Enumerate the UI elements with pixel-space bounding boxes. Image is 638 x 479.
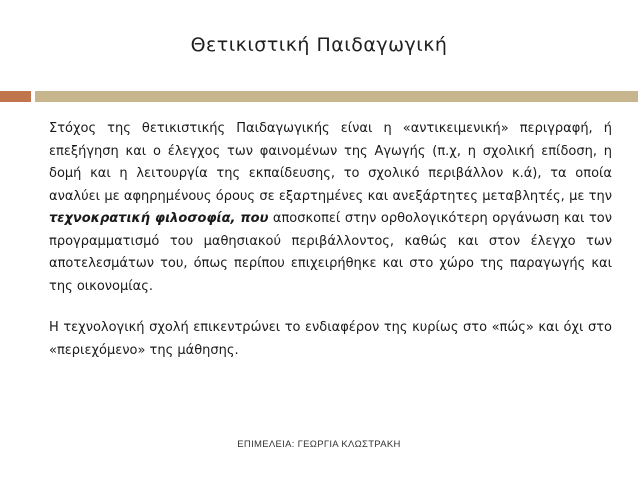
emphasis-technocratic-philosophy: τεχνοκρατική φιλοσοφία, που xyxy=(49,211,269,226)
slide-body xyxy=(49,118,612,362)
footer-credit: ΕΠΙΜΕΛΕΙΑ: ΓΕΩΡΓΙΑ ΚΛΩΣΤΡΑΚΗ xyxy=(237,439,401,450)
accent-bar-right xyxy=(35,91,638,102)
paragraph-positivist-goal xyxy=(49,118,612,298)
paragraph-text-before: Στόχος της θετικιστικής Παιδαγωγικής είναι η «αντικειμενική» περιγραφή, ή επεξήγηση και ο έλεγχος των φαινομένων της Αγωγής (π.χ, η σχολική επίδοση, η δομή και η λειτουργία της εκπαίδευσης, το σχολικό περιβάλλον κ.ά), τα οποία αναλύει με αφηρημένους όρους σε εξαρτημένες και ανεξάρτητες μεταβλητές, με την xyxy=(49,121,612,204)
slide-title: Θετικιστική Παιδαγωγική xyxy=(190,34,448,56)
paragraph-text-after: αποσκοπεί στην ορθολογικότερη οργάνωση και τον προγραμματισμό του μαθησιακού περιβάλλοντος, καθώς και στον έλεγχο των αποτελεσμάτων του, όπως περίπου επιχειρήθηκε και στο χώρο της παραγωγής και της οικονομίας. xyxy=(49,211,612,294)
paragraph-technological-school: Η τεχνολογική σχολή επικεντρώνει το ενδιαφέρον της κυρίως στο «πώς» και όχι στο «περιεχόμενο» της μάθησης. xyxy=(49,320,612,358)
accent-bar-left xyxy=(0,91,31,102)
